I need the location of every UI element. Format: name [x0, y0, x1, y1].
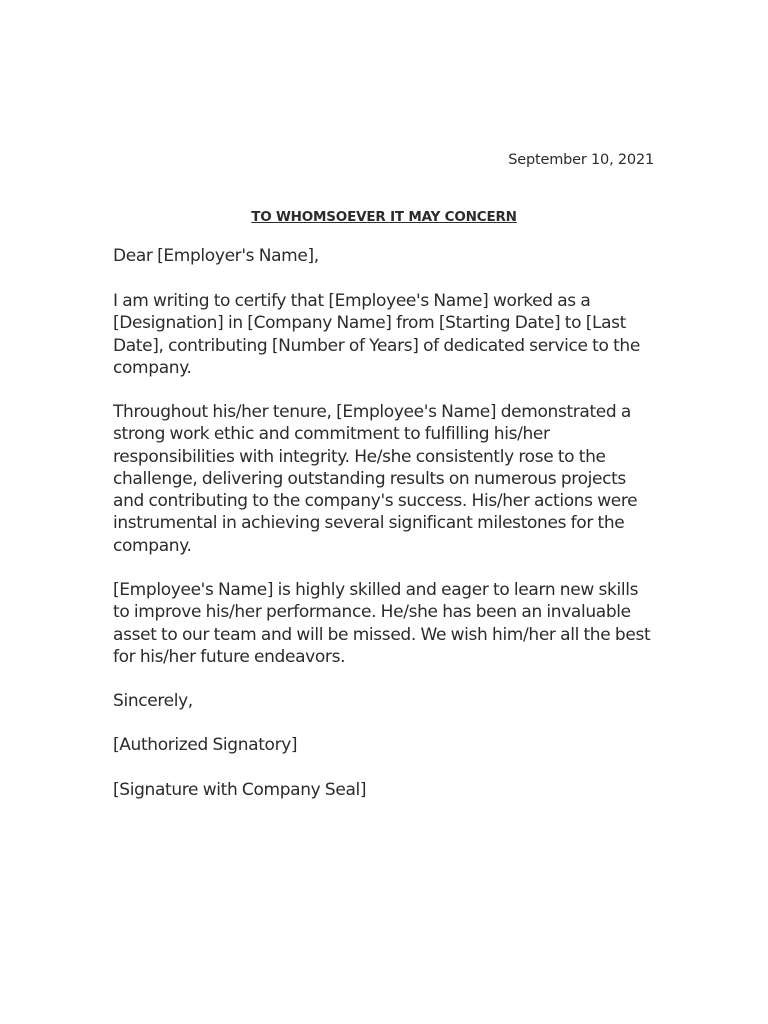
- paragraph-skills: [113, 579, 658, 668]
- paragraph-text: Throughout his/her tenure, [Employee's Name] demonstrated a strong work ethic and commitment to fulfilling his/her responsibilities with integrity. He/she consistently rose to the challenge, delivering outstanding results on numerous projects and contributing to the company's success. His/her actions were instrumental in achieving several significant milestones for the company.: [113, 402, 638, 556]
- letter-heading: TO WHOMSOEVER IT MAY CONCERN: [251, 209, 517, 225]
- letter-date: September 10, 2021: [508, 152, 654, 168]
- closing: Sincerely,: [113, 691, 193, 711]
- paragraph-text: I am writing to certify that [Employee's Name] worked as a [Designation] in [Company Name] from [Starting Date] to [Last Date], contributing [Number of Years] of dedicated service to the company.: [113, 291, 640, 378]
- paragraph-employment-details: [113, 290, 658, 379]
- paragraph-performance: [113, 401, 658, 557]
- signature-company-seal: [Signature with Company Seal]: [113, 780, 367, 800]
- salutation: Dear [Employer's Name],: [113, 246, 319, 266]
- paragraph-text: [Employee's Name] is highly skilled and eager to learn new skills to improve his/her performance. He/she has been an invaluable asset to our team and will be missed. We wish him/her all the best for his/her future endeavors.: [113, 580, 651, 667]
- authorized-signatory: [Authorized Signatory]: [113, 735, 298, 755]
